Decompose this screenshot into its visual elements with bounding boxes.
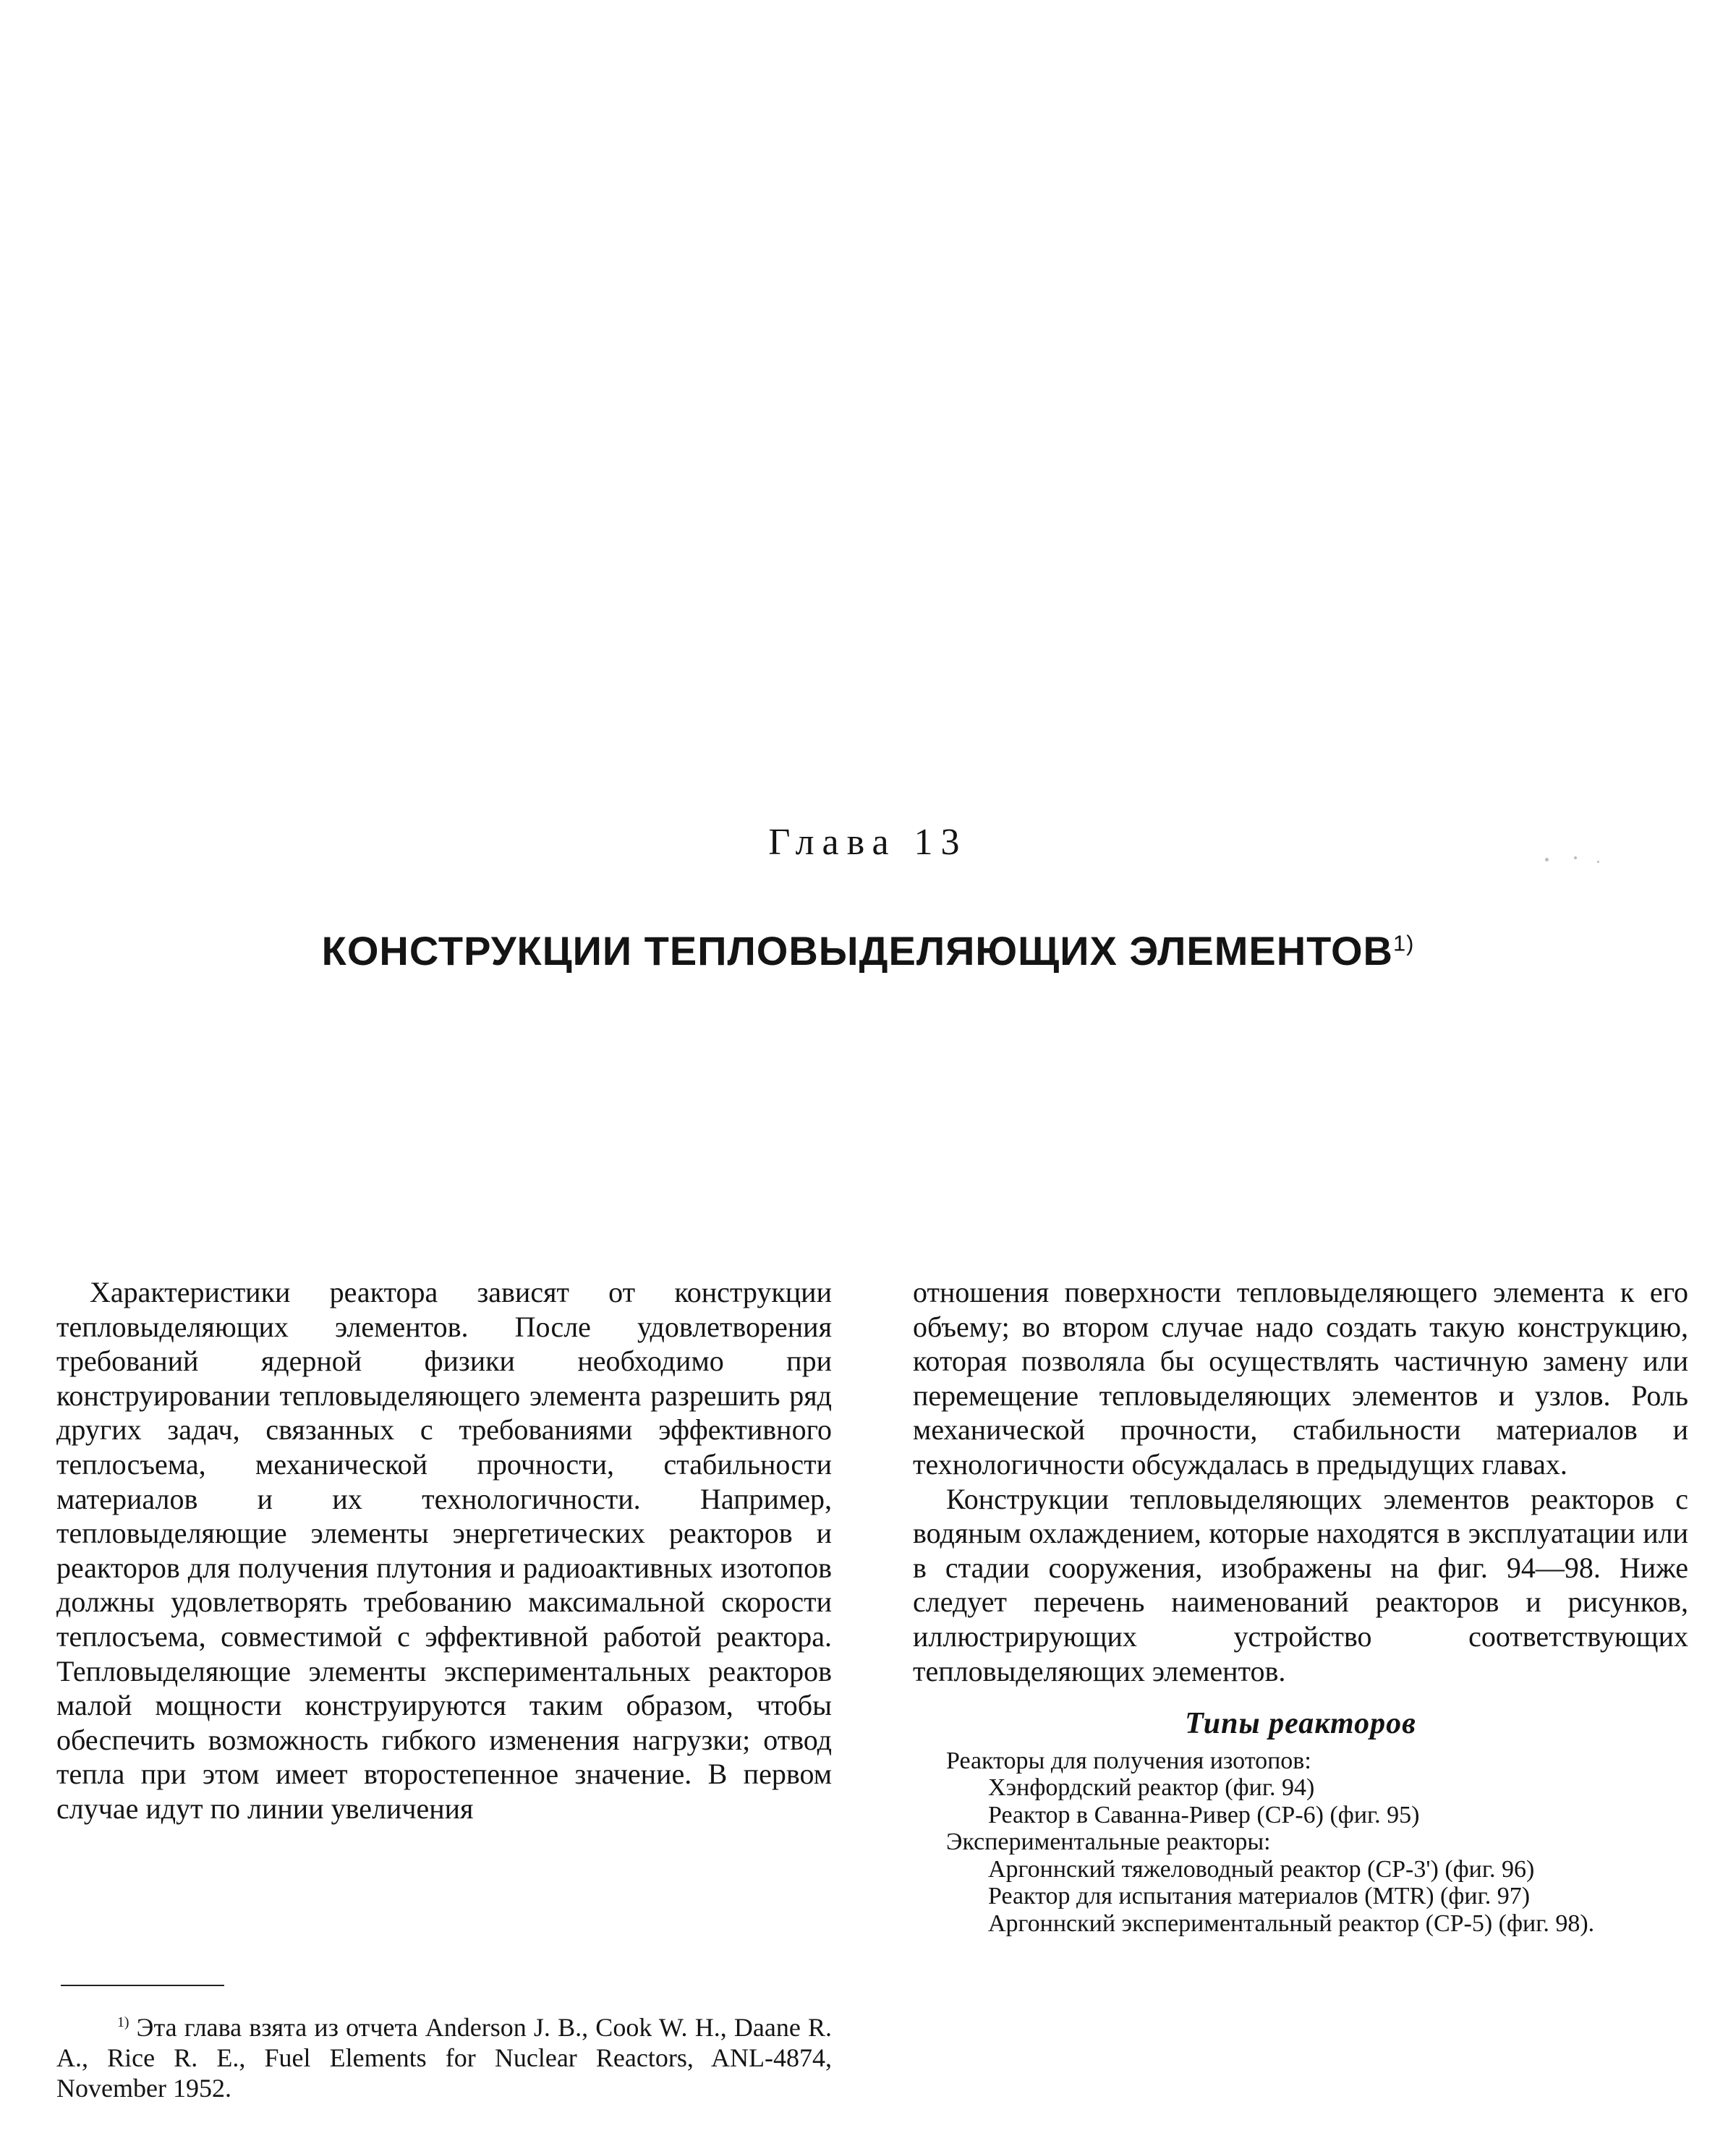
scan-speck: [1545, 858, 1549, 861]
reactor-item: Реактор для испытания материалов (MTR) (фиг. 97): [988, 1883, 1531, 1910]
reactor-types-list: [913, 1747, 1688, 1938]
reactor-item: Реактор в Саванна-Ривер (СР-6) (фиг. 95): [988, 1801, 1420, 1828]
reactor-types-heading: Типы реакторов: [1185, 1707, 1416, 1741]
left-paragraph: Характеристики реактора зависят от конструкции тепловыделяющих элементов. После удовлетворения требований ядерной физики необходимо при конструировании тепловыделяющего элемента разрешить ряд других задач, связанных с требованиями эффективного теплосъема, механической прочности, стабильности материалов и их технологичности. Например, тепловыделяющие элементы энергетических реакторов и реакторов для получения плутония и радиоактивных изотопов должны удовлетворять требованию максимальной скорости теплосъема, совместимой с эффективной работой реактора. Тепловыделяющие элементы экспериментальных реакторов малой мощности конструируются таким образом, чтобы обеспечить возможность гибкого изменения нагрузки; отвод тепла при этом имеет второстепенное значение. В первом случае идут по линии увеличения: [56, 1276, 832, 1825]
chapter-title-text: КОНСТРУКЦИИ ТЕПЛОВЫДЕЛЯЮЩИХ ЭЛЕМЕНТОВ: [321, 928, 1393, 974]
reactor-group-experimental: Экспериментальные реакторы:: [946, 1828, 1271, 1856]
reactor-item: Хэнфордский реактор (фиг. 94): [988, 1774, 1315, 1802]
reactor-item: Аргоннский тяжеловодный реактор (СР-3') (фиг. 96): [988, 1855, 1535, 1883]
footnote: [56, 2007, 832, 2103]
chapter-title: [0, 927, 1736, 974]
right-paragraph-second: Конструкции тепловыделяющих элементов реакторов с водяным охлаждением, которые находятся в эксплуатации или в стадии сооружения, изображены на фиг. 94—98. Ниже следует перечень наименований реакторов и рисунков, иллюстрирующих устройство соответствующих тепловыделяющих элементов.: [913, 1482, 1688, 1687]
footnote-mark: 1): [117, 2014, 129, 2030]
reactor-group-isotopes: Реакторы для получения изотопов:: [946, 1747, 1311, 1774]
scan-speck: [1597, 861, 1599, 863]
reactor-item: Аргоннский экспериментальный реактор (СР-5) (фиг. 98).: [988, 1909, 1595, 1937]
footnote-divider: [61, 1985, 224, 1986]
right-column: [913, 1275, 1688, 1937]
scan-speck: [1574, 856, 1577, 859]
left-column: [56, 1275, 832, 1826]
chapter-label: Глава 13: [768, 822, 968, 863]
chapter-title-footnote-mark: 1): [1392, 930, 1415, 956]
footnote-text: Эта глава взята из отчета Anderson J. B., Cook W. H., Daane R. A., Rice R. E., Fuel Elements for Nuclear Reactors, ANL-4874, November 1952.: [56, 2013, 833, 2103]
right-paragraph-continuation: отношения поверхности тепловыделяющего элемента к его объему; во втором случае надо создать такую конструкцию, которая позволяла бы осуществлять частичную замену или перемещение тепловыделяющих элементов и узлов. Роль механической прочности, стабильности материалов и технологичности обсуждалась в предыдущих главах.: [913, 1276, 1688, 1481]
